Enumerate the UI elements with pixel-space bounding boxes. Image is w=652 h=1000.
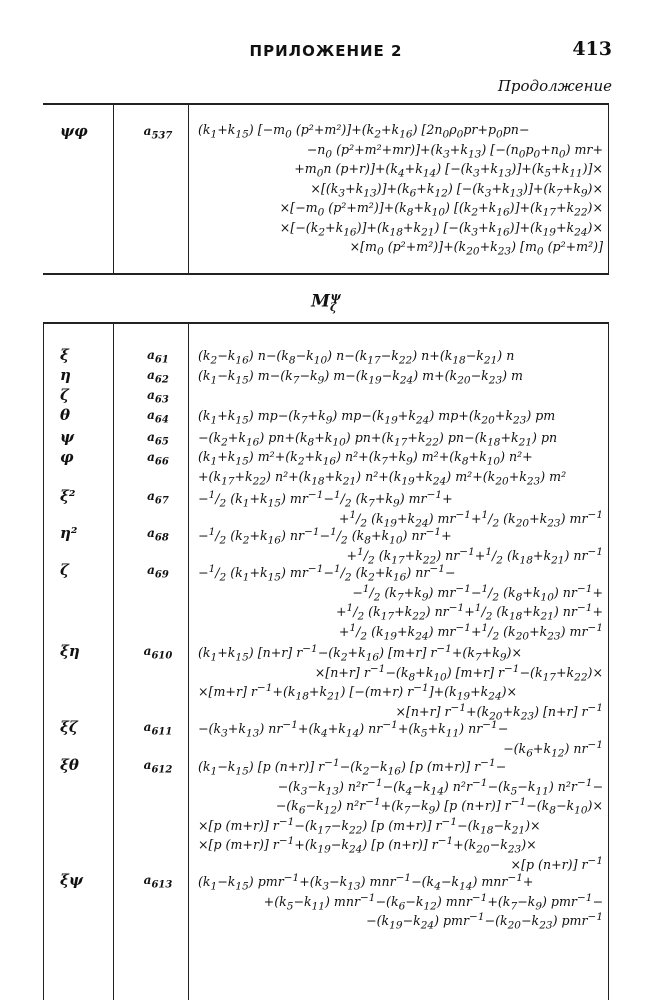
variable-cell: ξ² [60, 487, 76, 505]
equation-line: $-(k_3+k_{13})$ $nr^{-1}+(k_4+k_{14})$ $nr^{-1}+(k_5+k_{11})$ $nr^{-1}-$ [198, 719, 509, 740]
equation-cell [198, 754, 603, 871]
equation-line: $+^1/_2$ $(k_{17}+k_{22})$ $nr^{-1}+^1/_2$ $(k_{18}+k_{21})$ $nr^{-1}+$ [335, 602, 603, 623]
equation-line: ×[p (m+r)] $r^{-1}-(k_{17}-k_{22})$ [p (m+r)] $r^{-1}-(k_{18}-k_{21})\times$ [198, 815, 541, 837]
coefficient-cell: $a_{68}$ [147, 526, 169, 544]
equation-line: ×[m+r] $r^{-1}+(k_{18}+k_{21})$ [−(m+r) $r^{-1}]+(k_{19}+k_{24})\times$ [198, 682, 518, 703]
equation-cell [198, 523, 603, 567]
table1-col-rule [188, 104, 189, 274]
equation-line: $-^1/_2$ $(k_1+k_{15})$ $mr^{-1}-^1/_2$ $(k_2+k_{16})$ $nr^{-1}-$ [198, 563, 456, 584]
variable-cell: θ [60, 406, 71, 424]
equation-line: ×[p (m+r)] $r^{-1}+(k_{19}-k_{24})$ [p (n+r)] $r^{-1}+(k_{20}-k_{23})\times$ [198, 835, 537, 856]
table1-col-rule [113, 104, 114, 274]
header-title: ПРИЛОЖЕНИЕ 2 [249, 42, 403, 60]
equation-line: $(k_1-k_{15})$ $m-(k_7-k_9)$ $m-(k_{19}-k_{24})$ $m+(k_{20}-k_{23})$ m [198, 368, 523, 387]
equation-line: $(k_1-k_{15})$ $pmr^{-1}+(k_3-k_{13})$ $mnr^{-1}-(k_4-k_{14})$ mnr$^{-1}$+ [198, 872, 534, 893]
table2-side-rule [608, 323, 609, 1000]
equation-line: $(k_1+k_{15})$ $mp-(k_7+k_9)$ $mp-(k_{19}+k_{24})$ $mp+(k_{20}+k_{23})$ pm [198, 408, 556, 427]
variable-cell: η [60, 366, 71, 384]
equation-line: $-(k_3-k_{13})$ $n^2r^{-1}-(k_4-k_{14})$ $n^2r^{-1}-(k_5-k_{11})$ $n^2r^{-1}-$ [277, 776, 603, 798]
variable-cell: ξθ [60, 756, 79, 774]
equation-line: $(k_1-k_{15})$ [p (n+r)] $r^{-1}-(k_2-k_{16})$ [p (m+r)] $r^{-1}-$ [198, 757, 507, 778]
coefficient-cell: $a_{611}$ [143, 720, 173, 738]
coefficient-cell: $a_{65}$ [147, 430, 169, 448]
coefficient-cell: $a_{69}$ [147, 563, 169, 581]
equation-line: $+^1/_2$ $(k_{19}+k_{24})$ $mr^{-1}+^1/_2$ $(k_{20}+k_{23})$ $mr^{-1}$ [338, 621, 603, 643]
variable-cell: ζ [60, 561, 69, 579]
equation-cell [198, 640, 603, 723]
equation-line: $\times[m_0$ $(p^2+m^2)]+(k_{20}+k_{23})$ [$m_0$ (p²+m²)] [349, 239, 603, 258]
equation-line: $-(k_6-k_{12})$ $n^2r^{-1}+(k_7-k_9)$ [p (n+r)] $r^{-1}-(k_8-k_{10})\times$ [275, 796, 603, 817]
equation-line: $+^1/_2$ $(k_{19}+k_{24})$ $mr^{-1}+^1/_2$ $(k_{20}+k_{23})$ $mr^{-1}$ [338, 508, 603, 530]
equation-line: $+(k_5-k_{11})$ $mnr^{-1}-(k_6-k_{12})$ $mnr^{-1}+(k_7-k_9)$ pmr$^{-1}$− [263, 891, 603, 913]
equation-line: ×[n+r] $r^{-1}+(k_{20}+k_{23})$ [n+r] $r^{-1}$ [395, 701, 603, 723]
variable-cell: ξζ [60, 718, 78, 736]
coefficient-cell: $a_{64}$ [147, 408, 169, 426]
equation-line: $\times[-m_0$ $(p^2+m^2)]+(k_8+k_{10})$ $[(k_2+k_{16})]+(k_{17}+k_{22})\times$ [279, 200, 603, 219]
coefficient-cell: $a_{610}$ [143, 644, 173, 662]
continued-label: Продолжение [497, 77, 612, 95]
equation-line: $-(k_{19}-k_{24})$ $pmr^{-1}-(k_{20}-k_{23})$ pmr$^{-1}$ [366, 911, 603, 932]
equation-cell [198, 447, 603, 486]
equation-line: $+m_0n$ $(p+r)]+(k_4+k_{14})$ $[-(k_3+k_{13})]+(k_5+k_{11})]\times$ [294, 161, 603, 180]
equation-cell [198, 486, 603, 530]
variable-cell: ζ [60, 386, 69, 404]
equation-line: $-(k_6+k_{12})$ $nr^{-1}$ [503, 738, 603, 760]
equation-cell [198, 869, 603, 932]
equation-cell [198, 716, 603, 760]
equation-line: $+^1/_2$ $(k_{17}+k_{22})$ $nr^{-1}+^1/_2$ $(k_{18}+k_{21})$ $nr^{-1}$ [346, 545, 603, 567]
equation-cell [198, 346, 603, 366]
variable-cell: ξη [60, 642, 80, 660]
variable-cell: ξ [60, 346, 69, 364]
page-number: 413 [572, 38, 612, 60]
coefficient-cell: $a_{63}$ [147, 388, 169, 406]
coefficient-cell: $a_{613}$ [143, 873, 173, 891]
equation-line: $(k_1+k_{15})$ [$-m_0$ $(p^2+m^2)]+(k_2+k_{16})$ [$2n_0\rho_0pr+p_0pn-$ [198, 122, 530, 141]
equation-cell [198, 428, 603, 448]
equation-line: $\times[-(k_2+k_{16})]+(k_{18}+k_{21})$ $[-(k_3+k_{16})]+(k_{19}+k_{24})\times$ [279, 219, 603, 239]
section-label: $M_\zeta^\psi$ [311, 290, 341, 315]
equation-cell [198, 120, 603, 257]
variable-cell: ψ [60, 428, 75, 446]
equation-cell [198, 406, 603, 426]
coefficient-cell: $a_{62}$ [147, 368, 169, 386]
coefficient-cell: $a_{66}$ [147, 450, 169, 468]
coefficient-cell: $a_{61}$ [147, 348, 169, 366]
coefficient-cell: $a_{537}$ [143, 124, 173, 142]
table2-col-rule [113, 323, 114, 1000]
coefficient-cell: $a_{612}$ [143, 758, 173, 776]
coefficient-cell: $a_{67}$ [147, 489, 169, 507]
equation-line: $+(k_{17}+k_{22})$ $n^2+(k_{18}+k_{21})$ $n^2+(k_{19}+k_{24})$ $m^2+(k_{20}+k_{23})$ m² [198, 468, 567, 488]
equation-line: $-^1/_2$ $(k_7+k_9)$ $mr^{-1}-^1/_2$ $(k_8+k_{10})$ $nr^{-1}+$ [352, 582, 603, 604]
equation-cell [198, 560, 603, 643]
equation-line: ×[n+r] $r^{-1}-(k_8+k_{10})$ [m+r] $r^{-1}-(k_{17}+k_{22})\times$ [314, 662, 603, 684]
variable-cell: ξψ [60, 871, 84, 889]
equation-line: $(k_2-k_{16})$ $n-(k_8-k_{10})$ $n-(k_{17}-k_{22})$ $n+(k_{18}-k_{21})$ n [198, 348, 515, 367]
equation-line: $(k_1+k_{15})$ $m^2+(k_2+k_{16})$ $n^2+(k_7+k_9)$ $m^2+(k_8+k_{10})$ n²+ [198, 449, 533, 468]
table2-side-rule [43, 323, 44, 1000]
equation-line: $(k_1+k_{15})$ [n+r] $r^{-1}-(k_2+k_{16})$ [m+r] $r^{-1}+(k_7+k_9)\times$ [198, 643, 522, 664]
equation-cell [198, 366, 603, 386]
variable-cell: ψφ [60, 122, 88, 140]
variable-cell: φ [60, 448, 74, 466]
equation-line: ×[p (n+r)] $r^{-1}$ [510, 854, 603, 872]
table2-col-rule [188, 323, 189, 1000]
equation-line: $-n_0$ $(p^2+m^2+mr)]+(k_3+k_{13})$ [$-(n_0p_0+n_0)$ mr+ [306, 141, 603, 161]
equation-line: $\times[(k_3+k_{13})]+(k_6+k_{12})$ $[-(k_3+k_{13})]+(k_7+k_9)\times$ [310, 180, 603, 200]
equation-line: $-^1/_2$ $(k_1+k_{15})$ $mr^{-1}-^1/_2$ $(k_7+k_9)$ $mr^{-1}+$ [198, 489, 453, 510]
equation-line: $-(k_2+k_{16})$ $pn+(k_8+k_{10})$ $pn+(k_{17}+k_{22})$ $pn-(k_{18}+k_{21})$ pn [198, 430, 558, 449]
table1-top-rule [43, 103, 609, 105]
table2-top-rule [43, 322, 609, 324]
table1-side-rule [608, 104, 609, 274]
variable-cell: η² [60, 524, 78, 542]
table1-bottom-rule [43, 273, 609, 275]
equation-line: $-^1/_2$ $(k_2+k_{16})$ $nr^{-1}-^1/_2$ $(k_8+k_{10})$ $nr^{-1}+$ [198, 526, 452, 547]
